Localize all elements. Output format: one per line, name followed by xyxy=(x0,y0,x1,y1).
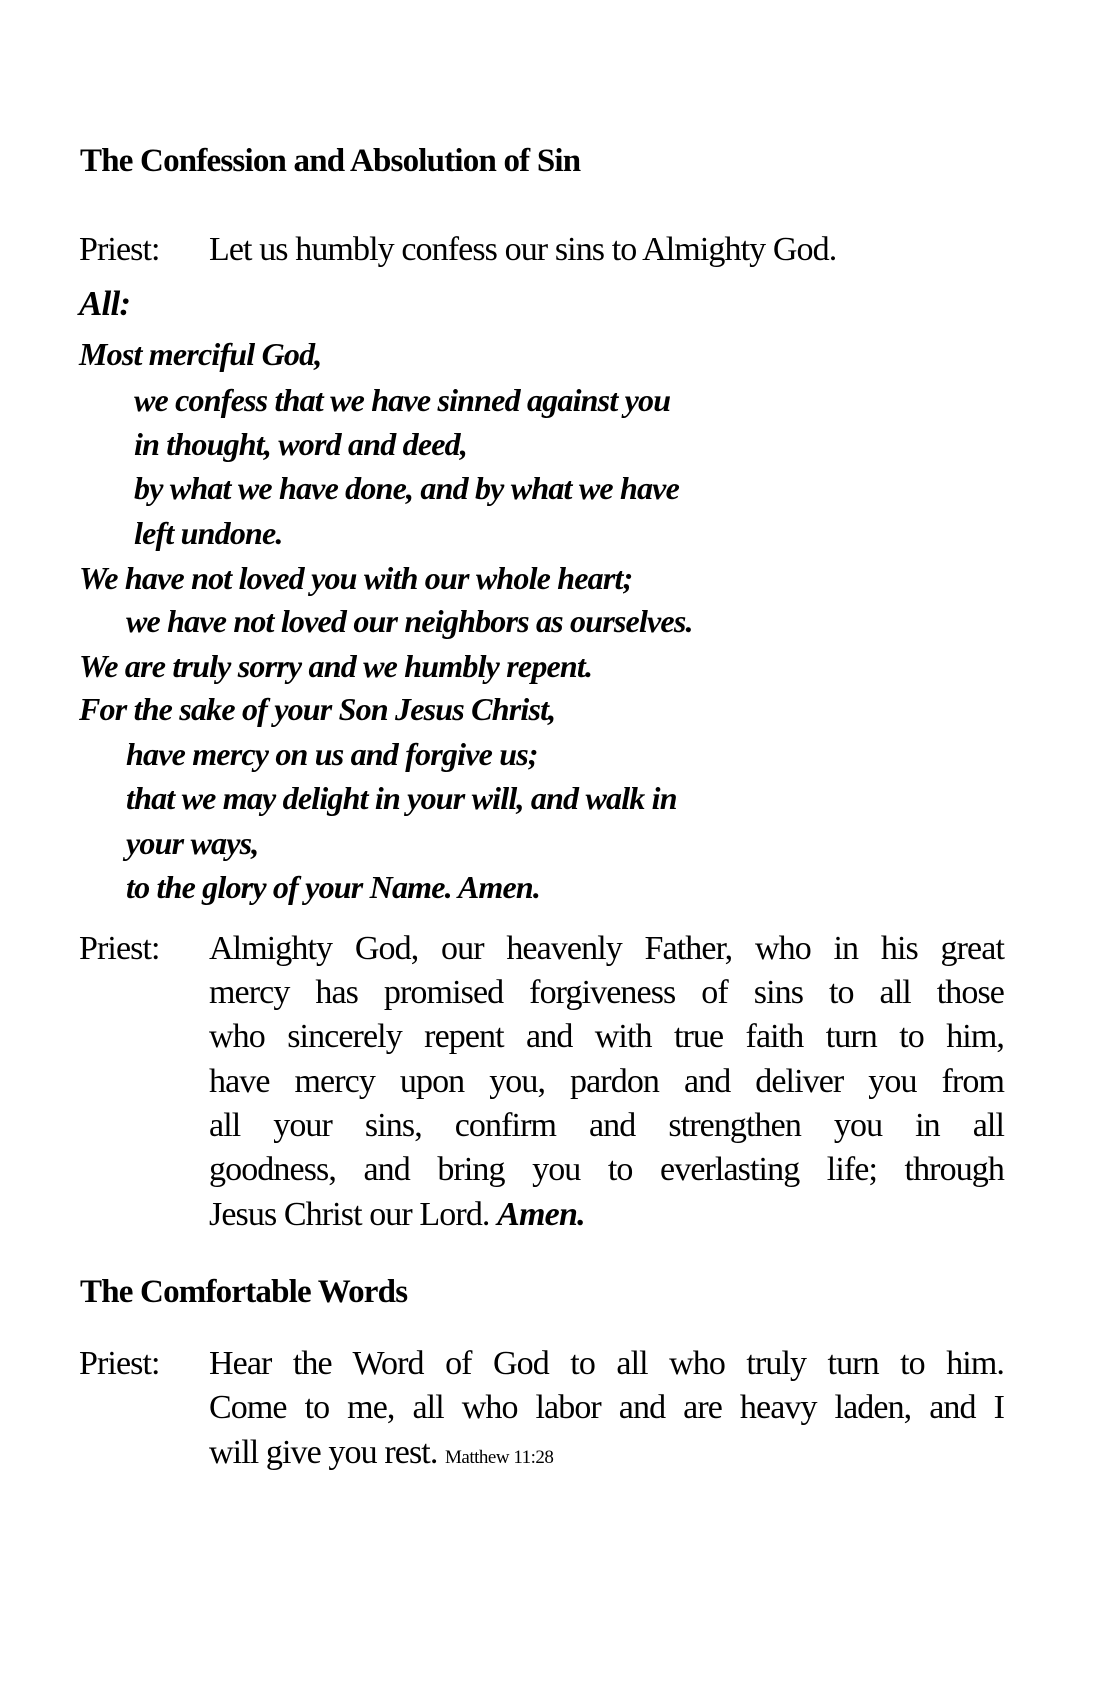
prayer-line: we confess that we have sinned against you xyxy=(134,382,671,418)
prayer-line: by what we have done, and by what we have xyxy=(134,470,679,506)
comfortable-line: Hear the Word of God to all who truly turn to him. xyxy=(209,1345,1004,1382)
prayer-line: your ways, xyxy=(126,825,259,861)
absolution-line: have mercy upon you, pardon and deliver you from xyxy=(209,1063,1004,1100)
scripture-reference: Matthew 11:28 xyxy=(445,1447,554,1468)
prayer-line: in thought, word and deed, xyxy=(134,426,468,462)
prayer-line: left undone. xyxy=(134,515,283,551)
all-label: All: xyxy=(79,284,131,323)
priest-invitation: Let us humbly confess our sins to Almighty God. xyxy=(209,231,837,268)
prayer-line: that we may delight in your will, and walk in xyxy=(126,780,677,816)
absolution-last-text: Jesus Christ our Lord. xyxy=(209,1196,490,1233)
absolution-line: all your sins, confirm and strengthen you in all xyxy=(209,1107,1004,1144)
prayer-line: we have not loved our neighbors as ourselves. xyxy=(126,603,693,639)
absolution-line: who sincerely repent and with true faith turn to him, xyxy=(209,1018,1004,1055)
absolution-line: mercy has promised forgiveness of sins to all those xyxy=(209,974,1004,1011)
heading-confession: The Confession and Absolution of Sin xyxy=(80,143,581,179)
absolution-priest-label: Priest: xyxy=(79,930,160,967)
heading-comfortable-words: The Comfortable Words xyxy=(80,1274,408,1310)
priest-label: Priest: xyxy=(79,231,160,268)
prayer-line: For the sake of your Son Jesus Christ, xyxy=(79,691,556,727)
absolution-line: goodness, and bring you to everlasting life; through xyxy=(209,1151,1004,1188)
prayer-line: have mercy on us and forgive us; xyxy=(126,736,538,772)
prayer-line: We are truly sorry and we humbly repent. xyxy=(79,648,593,684)
absolution-amen: Amen. xyxy=(497,1196,585,1233)
comfortable-priest-label: Priest: xyxy=(79,1345,160,1382)
prayer-line: Most merciful God, xyxy=(79,336,322,372)
absolution-line: Almighty God, our heavenly Father, who in his great xyxy=(209,930,1004,967)
prayer-line: to the glory of your Name. Amen. xyxy=(126,869,541,905)
comfortable-last-text: will give you rest. xyxy=(209,1434,438,1471)
prayer-line: We have not loved you with our whole heart; xyxy=(79,560,633,596)
absolution-line xyxy=(209,1195,585,1235)
comfortable-line: Come to me, all who labor and are heavy laden, and I xyxy=(209,1389,1004,1426)
comfortable-line xyxy=(209,1433,553,1473)
